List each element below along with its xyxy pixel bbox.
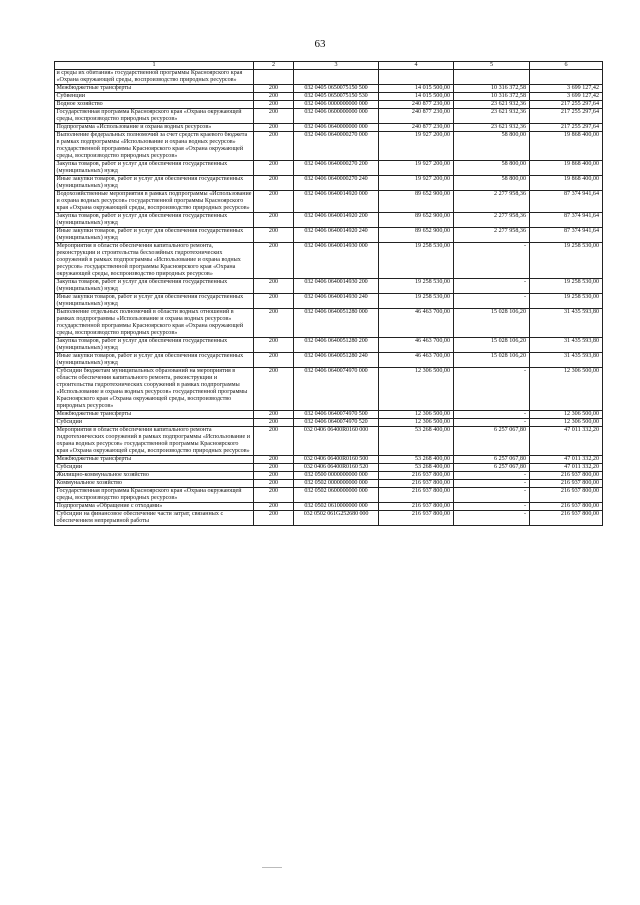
row-name: Межбюджетные трансферты xyxy=(55,456,254,464)
row-budget-code: 032 0502 0600000000 000 xyxy=(294,488,379,503)
row-code-admin: 200 xyxy=(254,411,294,419)
row-approved: 240 877 230,00 xyxy=(379,101,454,109)
row-approved: 19 258 530,00 xyxy=(379,279,454,294)
row-code-admin: 200 xyxy=(254,93,294,101)
row-remaining: 47 011 332,20 xyxy=(530,456,603,464)
row-executed: 2 277 958,36 xyxy=(454,213,530,228)
row-remaining: 87 374 941,64 xyxy=(530,228,603,243)
row-executed: - xyxy=(454,419,530,427)
row-remaining: 31 435 593,80 xyxy=(530,309,603,338)
table-row xyxy=(55,191,603,213)
row-approved: 89 652 900,00 xyxy=(379,228,454,243)
table-row xyxy=(55,294,603,309)
header-cell: 4 xyxy=(379,62,454,70)
row-approved: 216 937 800,00 xyxy=(379,511,454,526)
row-remaining: 19 258 530,00 xyxy=(530,279,603,294)
row-approved: 19 258 530,00 xyxy=(379,294,454,309)
row-name: Иные закупки товаров, работ и услуг для обеспечения государственных (муниципальных) нужд xyxy=(55,353,254,368)
row-budget-code: 032 0406 0640000000 000 xyxy=(294,124,379,132)
table-row xyxy=(55,419,603,427)
row-budget-code: 032 0406 06400R0160 000 xyxy=(294,427,379,456)
row-name: Закупка товаров, работ и услуг для обеспечения государственных (муниципальных) нужд xyxy=(55,279,254,294)
row-budget-code: 032 0406 0640051280 240 xyxy=(294,353,379,368)
row-executed: 58 800,00 xyxy=(454,161,530,176)
row-budget-code: 032 0406 0640074970 500 xyxy=(294,411,379,419)
row-remaining: 217 255 297,64 xyxy=(530,124,603,132)
table-row xyxy=(55,488,603,503)
row-remaining: 216 937 800,00 xyxy=(530,488,603,503)
row-remaining: 19 258 530,00 xyxy=(530,243,603,279)
row-budget-code: 032 0406 0640014930 200 xyxy=(294,279,379,294)
row-budget-code: 032 0406 06400R0160 520 xyxy=(294,464,379,472)
table-row xyxy=(55,427,603,456)
table-row xyxy=(55,338,603,353)
row-code-admin: 200 xyxy=(254,309,294,338)
row-budget-code: 032 0406 0640014920 240 xyxy=(294,228,379,243)
row-code-admin: 200 xyxy=(254,353,294,368)
row-code-admin: 200 xyxy=(254,124,294,132)
table-row xyxy=(55,101,603,109)
row-budget-code: 032 0406 0640014930 000 xyxy=(294,243,379,279)
row-executed: 10 316 372,58 xyxy=(454,85,530,93)
row-remaining: 217 255 297,64 xyxy=(530,109,603,124)
table-row xyxy=(55,309,603,338)
page-number: 63 xyxy=(314,38,326,50)
row-approved: 216 937 800,00 xyxy=(379,480,454,488)
row-executed: 58 800,00 xyxy=(454,132,530,161)
row-budget-code: 032 0406 0640000270 240 xyxy=(294,176,379,191)
row-name: и среды их обитания» государственной программы Красноярского края «Охрана окружающей среды, воспроизводство природных ресурсов» xyxy=(55,70,254,85)
row-remaining: 216 937 800,00 xyxy=(530,472,603,480)
table-row xyxy=(55,279,603,294)
table-row xyxy=(55,243,603,279)
header-cell: 3 xyxy=(294,62,379,70)
row-approved: 53 268 400,00 xyxy=(379,456,454,464)
table-row xyxy=(55,411,603,419)
row-code-admin: 200 xyxy=(254,427,294,456)
row-budget-code xyxy=(294,70,379,85)
row-approved: 89 652 900,00 xyxy=(379,191,454,213)
row-approved: 12 306 500,00 xyxy=(379,411,454,419)
row-code-admin: 200 xyxy=(254,488,294,503)
row-remaining: 19 868 400,00 xyxy=(530,161,603,176)
row-approved: 19 927 200,00 xyxy=(379,161,454,176)
row-remaining: 19 868 400,00 xyxy=(530,176,603,191)
row-approved: 53 268 400,00 xyxy=(379,464,454,472)
row-executed: 6 257 067,80 xyxy=(454,427,530,456)
row-remaining: 87 374 941,64 xyxy=(530,213,603,228)
row-name: Иные закупки товаров, работ и услуг для обеспечения государственных (муниципальных) нужд xyxy=(55,294,254,309)
row-name: Субсидии xyxy=(55,464,254,472)
row-executed: 6 257 067,80 xyxy=(454,464,530,472)
row-name: Коммунальное хозяйство xyxy=(55,480,254,488)
row-name: Водное хозяйство xyxy=(55,101,254,109)
row-executed: 58 800,00 xyxy=(454,176,530,191)
table-row xyxy=(55,70,603,85)
row-approved: 46 463 700,00 xyxy=(379,338,454,353)
row-remaining: 216 937 800,00 xyxy=(530,480,603,488)
row-remaining: 216 937 800,00 xyxy=(530,511,603,526)
row-executed: 15 028 106,20 xyxy=(454,353,530,368)
row-executed: - xyxy=(454,511,530,526)
row-budget-code: 032 0406 0640000270 200 xyxy=(294,161,379,176)
row-name: Государственная программа Красноярского края «Охрана окружающей среды, воспроизводство природных ресурсов» xyxy=(55,109,254,124)
table-row xyxy=(55,132,603,161)
row-code-admin: 200 xyxy=(254,213,294,228)
row-name: Иные закупки товаров, работ и услуг для обеспечения государственных (муниципальных) нужд xyxy=(55,228,254,243)
row-name: Подпрограмма «Использование и охрана водных ресурсов» xyxy=(55,124,254,132)
table-row xyxy=(55,368,603,411)
row-code-admin: 200 xyxy=(254,161,294,176)
row-approved: 19 927 200,00 xyxy=(379,176,454,191)
row-executed: 6 257 067,80 xyxy=(454,456,530,464)
row-name: Субсидии бюджетам муниципальных образований на мероприятия в области обеспечения капитального ремонта, реконструкции и строительства гидротехнических сооружений в рамках подпрограммы «Использование и охрана водных ресурсов» государственной программы Красноярского края «Охрана окружающей среды, воспроизводство природных ресурсов» xyxy=(55,368,254,411)
row-budget-code: 032 0406 0640014920 000 xyxy=(294,191,379,213)
table-row xyxy=(55,464,603,472)
table-row xyxy=(55,480,603,488)
row-code-admin: 200 xyxy=(254,279,294,294)
row-approved: 46 463 700,00 xyxy=(379,353,454,368)
row-approved: 216 937 800,00 xyxy=(379,488,454,503)
row-budget-code: 032 0406 06400R0160 500 xyxy=(294,456,379,464)
row-name: Субвенции xyxy=(55,93,254,101)
row-name: Водохозяйственные мероприятия в рамках подпрограммы «Использование и охрана водных ресурсов» государственной программы Красноярского края «Охрана окружающей среды, воспроизводство природных ресурсов» xyxy=(55,191,254,213)
row-budget-code: 032 0405 0650075150 530 xyxy=(294,93,379,101)
row-remaining: 19 258 530,00 xyxy=(530,294,603,309)
header-cell: 6 xyxy=(530,62,603,70)
row-remaining: 47 011 332,20 xyxy=(530,427,603,456)
row-budget-code: 032 0406 0640014930 240 xyxy=(294,294,379,309)
row-budget-code: 032 0502 061G252680 000 xyxy=(294,511,379,526)
row-executed: - xyxy=(454,472,530,480)
table-row xyxy=(55,472,603,480)
row-code-admin: 200 xyxy=(254,503,294,511)
row-code-admin: 200 xyxy=(254,109,294,124)
row-code-admin: 200 xyxy=(254,419,294,427)
row-executed: 23 621 932,36 xyxy=(454,101,530,109)
row-approved: 216 937 800,00 xyxy=(379,503,454,511)
row-approved: 89 652 900,00 xyxy=(379,213,454,228)
table-row xyxy=(55,161,603,176)
row-executed: 15 028 106,20 xyxy=(454,309,530,338)
row-name: Межбюджетные трансферты xyxy=(55,411,254,419)
row-code-admin: 200 xyxy=(254,191,294,213)
table-row xyxy=(55,213,603,228)
row-name: Субсидии xyxy=(55,419,254,427)
row-budget-code: 032 0406 0600000000 000 xyxy=(294,109,379,124)
row-name: Мероприятия в области обеспечения капитального ремонта, реконструкции и строительства бесхозяйных гидротехнических сооружений в рамках подпрограммы «Использование и охрана водных ресурсов» государственной программы Красноярского края «Охрана окружающей среды, воспроизводство природных ресурсов» xyxy=(55,243,254,279)
row-name: Государственная программа Красноярского края «Охрана окружающей среды, воспроизводство природных ресурсов» xyxy=(55,488,254,503)
row-executed: 15 028 106,20 xyxy=(454,338,530,353)
row-approved xyxy=(379,70,454,85)
table-row xyxy=(55,456,603,464)
row-remaining: 31 435 593,80 xyxy=(530,338,603,353)
row-name: Иные закупки товаров, работ и услуг для обеспечения государственных (муниципальных) нужд xyxy=(55,176,254,191)
row-approved: 14 015 500,00 xyxy=(379,93,454,101)
row-remaining: 19 868 400,00 xyxy=(530,132,603,161)
row-code-admin: 200 xyxy=(254,338,294,353)
row-name: Мероприятия в области обеспечения капитального ремонта гидротехнических сооружений в рамках подпрограммы «Использование и охрана водных ресурсов» государственной программы Красноярского края «Охрана окружающей среды, воспроизводство природных ресурсов» xyxy=(55,427,254,456)
row-budget-code: 032 0500 0000000000 000 xyxy=(294,472,379,480)
header-row xyxy=(55,62,603,70)
row-budget-code: 032 0502 0000000000 000 xyxy=(294,480,379,488)
row-code-admin: 200 xyxy=(254,511,294,526)
row-remaining: 216 937 800,00 xyxy=(530,503,603,511)
row-executed: - xyxy=(454,243,530,279)
row-code-admin: 200 xyxy=(254,176,294,191)
table-row xyxy=(55,503,603,511)
row-approved: 19 927 200,00 xyxy=(379,132,454,161)
header-cell: 1 xyxy=(55,62,254,70)
row-budget-code: 032 0406 0640051280 200 xyxy=(294,338,379,353)
header-cell: 5 xyxy=(454,62,530,70)
row-remaining: 12 306 500,00 xyxy=(530,411,603,419)
row-executed: - xyxy=(454,480,530,488)
row-approved: 12 306 500,00 xyxy=(379,368,454,411)
row-remaining: 3 699 127,42 xyxy=(530,85,603,93)
row-name: Выполнение отдельных полномочий в области водных отношений в рамках подпрограммы «Использование и охрана водных ресурсов» государственной программы Красноярского края «Охрана окружающей среды, воспроизводство природных ресурсов» xyxy=(55,309,254,338)
row-code-admin: 200 xyxy=(254,132,294,161)
row-budget-code: 032 0406 0000000000 000 xyxy=(294,101,379,109)
row-approved: 19 258 530,00 xyxy=(379,243,454,279)
row-approved: 53 268 400,00 xyxy=(379,427,454,456)
row-remaining: 12 306 500,00 xyxy=(530,368,603,411)
row-name: Закупка товаров, работ и услуг для обеспечения государственных (муниципальных) нужд xyxy=(55,338,254,353)
row-budget-code: 032 0406 0640051280 000 xyxy=(294,309,379,338)
table-row xyxy=(55,228,603,243)
budget-table xyxy=(54,61,603,526)
row-code-admin: 200 xyxy=(254,472,294,480)
row-budget-code: 032 0406 0640000270 000 xyxy=(294,132,379,161)
row-code-admin xyxy=(254,70,294,85)
row-executed xyxy=(454,70,530,85)
row-executed: - xyxy=(454,368,530,411)
row-name: Выполнение федеральных полномочий за счет средств краевого бюджета в рамках подпрограммы «Использование и охрана водных ресурсов» государственной программы Красноярского края «Охрана окружающей среды, воспроизводство природных ресурсов» xyxy=(55,132,254,161)
row-code-admin: 200 xyxy=(254,101,294,109)
row-name: Межбюджетные трансферты xyxy=(55,85,254,93)
row-executed: - xyxy=(454,488,530,503)
row-budget-code: 032 0405 0650075150 500 xyxy=(294,85,379,93)
row-remaining xyxy=(530,70,603,85)
table-row xyxy=(55,176,603,191)
row-remaining: 12 306 500,00 xyxy=(530,419,603,427)
table-row xyxy=(55,124,603,132)
row-budget-code: 032 0406 0640074970 000 xyxy=(294,368,379,411)
row-budget-code: 032 0406 0640074970 520 xyxy=(294,419,379,427)
row-executed: 2 277 958,36 xyxy=(454,228,530,243)
row-executed: 10 316 372,58 xyxy=(454,93,530,101)
row-code-admin: 200 xyxy=(254,243,294,279)
row-remaining: 3 699 127,42 xyxy=(530,93,603,101)
row-code-admin: 200 xyxy=(254,294,294,309)
table-row xyxy=(55,353,603,368)
row-name: Подпрограмма «Обращение с отходами» xyxy=(55,503,254,511)
table-row xyxy=(55,109,603,124)
row-name: Жилищно-коммунальное хозяйство xyxy=(55,472,254,480)
table-row xyxy=(55,85,603,93)
row-approved: 240 877 230,00 xyxy=(379,109,454,124)
row-approved: 240 877 230,00 xyxy=(379,124,454,132)
row-approved: 14 015 500,00 xyxy=(379,85,454,93)
row-budget-code: 032 0502 0610000000 000 xyxy=(294,503,379,511)
row-name: Субсидии на финансовое обеспечение части затрат, связанных с обеспечением непрерывной работы xyxy=(55,511,254,526)
row-executed: - xyxy=(454,294,530,309)
row-budget-code: 032 0406 0640014920 200 xyxy=(294,213,379,228)
footer-mark xyxy=(262,867,282,868)
row-approved: 216 937 800,00 xyxy=(379,472,454,480)
row-approved: 12 306 500,00 xyxy=(379,419,454,427)
row-executed: - xyxy=(454,279,530,294)
row-code-admin: 200 xyxy=(254,456,294,464)
table-row xyxy=(55,93,603,101)
row-code-admin: 200 xyxy=(254,480,294,488)
row-remaining: 217 255 297,64 xyxy=(530,101,603,109)
row-executed: 23 621 932,36 xyxy=(454,109,530,124)
row-executed: 23 621 932,36 xyxy=(454,124,530,132)
row-executed: - xyxy=(454,503,530,511)
table-body xyxy=(55,70,603,526)
row-remaining: 87 374 941,64 xyxy=(530,191,603,213)
row-code-admin: 200 xyxy=(254,228,294,243)
row-remaining: 31 435 593,80 xyxy=(530,353,603,368)
row-code-admin: 200 xyxy=(254,85,294,93)
row-code-admin: 200 xyxy=(254,464,294,472)
row-remaining: 47 011 332,20 xyxy=(530,464,603,472)
row-executed: 2 277 958,36 xyxy=(454,191,530,213)
table-row xyxy=(55,511,603,526)
row-executed: - xyxy=(454,411,530,419)
header-cell: 2 xyxy=(254,62,294,70)
row-name: Закупка товаров, работ и услуг для обеспечения государственных (муниципальных) нужд xyxy=(55,161,254,176)
row-code-admin: 200 xyxy=(254,368,294,411)
row-approved: 46 463 700,00 xyxy=(379,309,454,338)
row-name: Закупка товаров, работ и услуг для обеспечения государственных (муниципальных) нужд xyxy=(55,213,254,228)
